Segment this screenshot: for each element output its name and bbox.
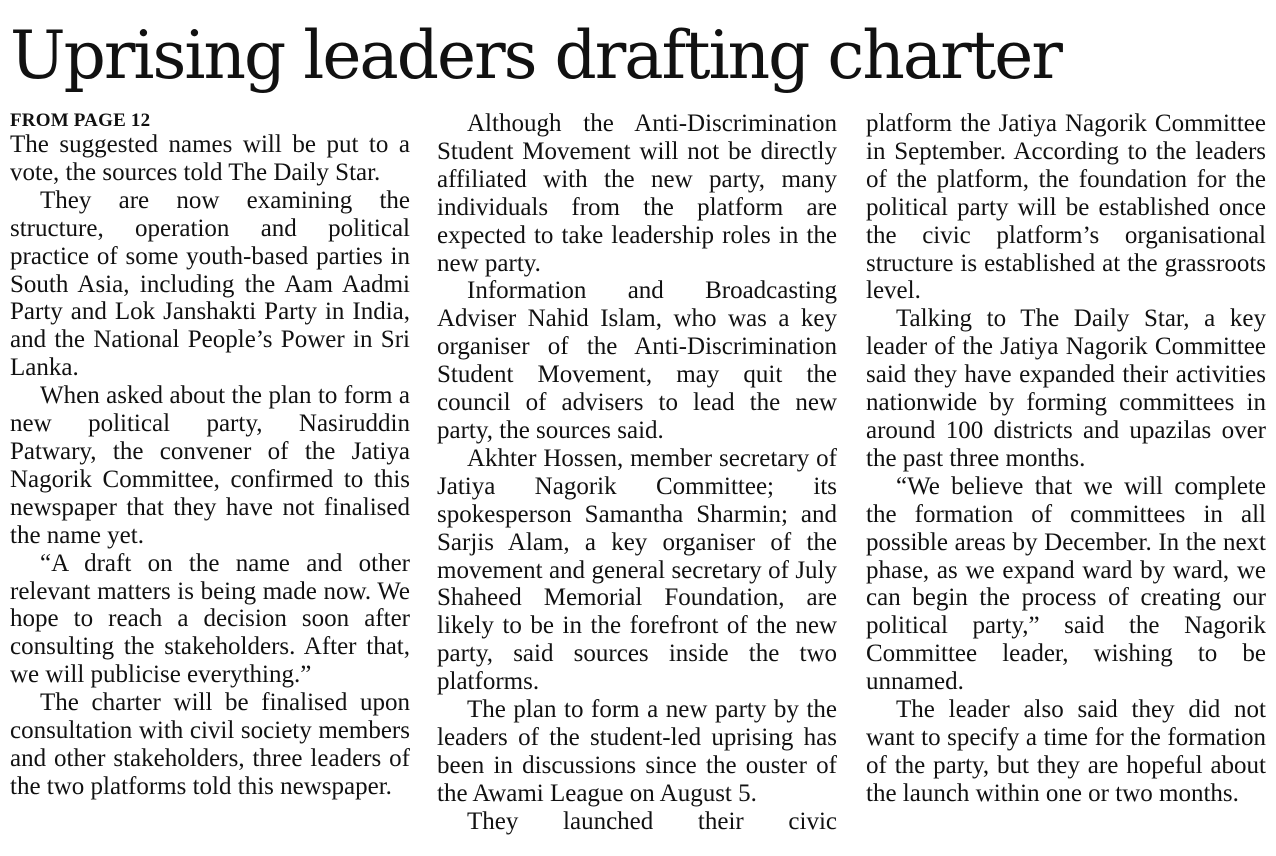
paragraph-continued: They launched their civic [467, 807, 837, 835]
paragraph: Talking to The Daily Star, a key leader of the Jatiya Nagorik Committee said they have expanded their activities nationwide by forming committees in around 100 districts and upazilas over the past three months. [866, 305, 1266, 472]
headline: Uprising leaders drafting charter [10, 17, 1061, 94]
article-column-1 [10, 110, 410, 801]
paragraph: The charter will be finalised upon consultation with civil society members and other stakeholders, three leaders of the two platforms told this newspaper. [10, 689, 410, 800]
paragraph: “A draft on the name and other relevant matters is being made now. We hope to reach a decision soon after consulting the stakeholders. After that, we will publicise everything.” [10, 549, 410, 689]
paragraph: They are now examining the structure, operation and political practice of some youth-based parties in South Asia, including the Aam Aadmi Party and Lok Janshakti Party in India, and the National People’s Power in Sri Lanka. [10, 186, 410, 382]
paragraph: The suggested names will be put to a vote, the sources told The Daily Star. [10, 131, 410, 186]
article-column-3 [866, 110, 1266, 808]
paragraph: Akhter Hossen, member secretary of Jatiya Nagorik Committee; its spokesperson Samantha Sharmin; and Sarjis Alam, a key organiser of the movement and general secretary of July Shaheed Memorial Foundation, are likely to be in the forefront of the new party, said sources inside the two platforms. [437, 444, 837, 696]
paragraph: “We believe that we will complete the formation of committees in all possible areas by December. In the next phase, as we expand ward by ward, we can begin the process of creating our political party,” said the Nagorik Committee leader, wishing to be unnamed. [866, 472, 1266, 696]
continued-from-label: FROM PAGE 12 [10, 110, 151, 131]
paragraph: Although the Anti-Discrimination Student Movement will not be directly affiliated with the new party, many individuals from the platform are expected to take leadership roles in the new party. [437, 110, 837, 277]
paragraph: The plan to form a new party by the leaders of the student-led uprising has been in discussions since the ouster of the Awami League on August 5. [437, 696, 837, 807]
paragraph: When asked about the plan to form a new political party, Nasiruddin Patwary, the convener of the Jatiya Nagorik Committee, confirmed to this newspaper that they have not finalised the name yet. [10, 382, 410, 549]
paragraph: Information and Broadcasting Adviser Nahid Islam, who was a key organiser of the Anti-Discrimination Student Movement, may quit the council of advisers to lead the new party, the sources said. [437, 277, 837, 444]
paragraph-continuation: platform the Jatiya Nagorik Committee in September. According to the leaders of the platform, the foundation for the political party will be established once the civic platform’s organisational structure is established at the grassroots level. [866, 110, 1266, 305]
paragraph: The leader also said they did not want to specify a time for the formation of the party, but they are hopeful about the launch within one or two months. [866, 696, 1266, 807]
article-column-2 [437, 110, 837, 836]
